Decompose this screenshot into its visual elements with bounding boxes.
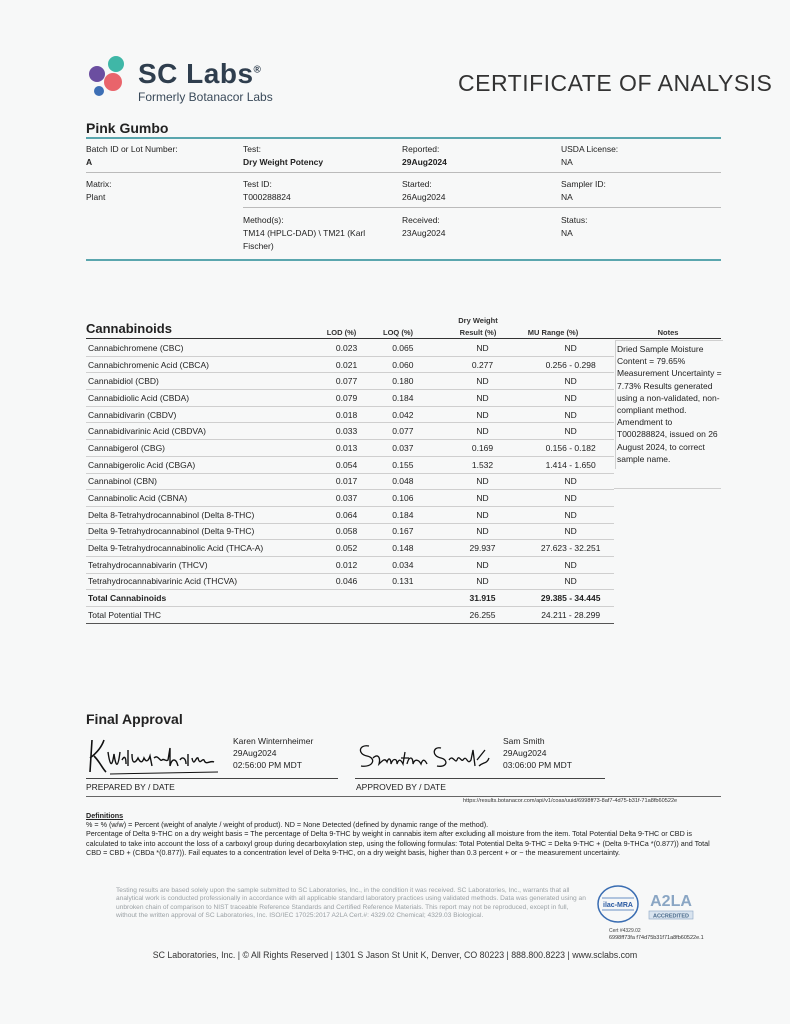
col-header-dry-weight: Dry Weight (458, 316, 498, 325)
approved-by-label: APPROVED BY / DATE (356, 782, 446, 792)
col-header-loq: LOQ (%) (383, 328, 413, 337)
table-row: Cannabinolic Acid (CBNA) 0.037 0.106 ND ND (86, 490, 614, 507)
table-row: Delta 9-Tetrahydrocannabinolic Acid (THCA-A) 0.052 0.148 29.937 27.623 - 32.251 (86, 540, 614, 557)
table-row: Cannabidiol (CBD) 0.077 0.180 ND ND (86, 373, 614, 390)
signature-prepared (86, 732, 226, 778)
divider (86, 338, 721, 339)
signature-approved (355, 738, 495, 774)
table-row: Tetrahydrocannabivarin (THCV) 0.012 0.034 ND ND (86, 556, 614, 573)
document-hash: 6998ff73fa f74d75b31f71a8fb60522e.1 (609, 935, 704, 941)
received-field: Received: 23Aug2024 (402, 215, 446, 238)
disclaimer-text: Testing results are based solely upon the sample submitted to SC Laboratories, Inc., in the condition it was received. SC Laboratories, Inc., warrants that all analytical work is conducted professionally in accordance with all applicable standard laboratory practices using validated methods. Data was generated using an unbroken chain of comparison to NIST traceable Reference Standards and Certified Reference Materials. This report may not be reproduced, except in full, without the written approval of SC Laboratories, Inc. ISO/IEC 17025:2017 A2LA Cert.#: 4329.02 Chemical; 4329.03 Biological. (116, 887, 586, 920)
col-header-mu-range: MU Range (%) (527, 328, 579, 337)
brand-subtitle: Formerly Botanacor Labs (138, 90, 273, 104)
divider (243, 207, 721, 208)
divider (86, 172, 721, 173)
table-row: Cannabidiolic Acid (CBDA) 0.079 0.184 ND ND (86, 390, 614, 407)
table-row: Tetrahydrocannabivarinic Acid (THCVA) 0.046 0.131 ND ND (86, 573, 614, 590)
verification-url[interactable]: https://results.botanacor.com/api/v1/coas/uuid/6998ff73-8af7-4d75-b31f-71a8fb60522e (463, 798, 678, 804)
sc-labs-logo-icon (86, 54, 132, 100)
sampler-field: Sampler ID: NA (561, 179, 606, 202)
accredited-text: ACCREDITED (652, 913, 690, 920)
table-row: Cannabidivarinic Acid (CBDVA) 0.033 0.077 ND ND (86, 423, 614, 440)
divider (86, 796, 721, 797)
test-field: Test: Dry Weight Potency (243, 144, 324, 167)
ilac-text: ilac-MRA (603, 902, 633, 909)
table-row: Delta 9-Tetrahydrocannabinol (Delta 9-THC) 0.058 0.167 ND ND (86, 523, 614, 540)
definitions-block: Definitions % = % (w/w) = Percent (weight of analyte / weight of product). ND = None Detected (defined by dynamic range of the method). Percentage of Delta 9-THC on a dry weight basis = The percentage of Delta 9-THC by weight in cannabis item after excluding all moisture from the item. Total Potential Delta 9-THC or CBD is calculated to take into account the loss of a carboxyl group during decarboxylation step, using the following formulas: Total Potential Delta 9-THC = Delta 9-THC + (Delta 9-THCa *(0.877)) and Total CBD = CBD + (CBDa *(0.877)). Fail equates to a concentration level of Delta 9-THC, on a dry weight basis, higher than 0.3 percent + or − the measurement uncertainty. (86, 811, 710, 857)
divider (86, 259, 721, 261)
started-field: Started: 26Aug2024 (402, 179, 446, 202)
table-row: Cannabigerol (CBG) 0.013 0.037 0.169 0.156 - 0.182 (86, 440, 614, 457)
status-field: Status: NA (561, 215, 588, 238)
approver-block: Sam Smith 29Aug2024 03:06:00 PM MDT (503, 736, 572, 770)
ilac-mra-badge-icon (596, 884, 640, 924)
table-row: Cannabichromene (CBC) 0.023 0.065 ND ND (86, 340, 614, 356)
divider (86, 778, 338, 779)
prepared-by-label: PREPARED BY / DATE (86, 782, 175, 792)
product-name: Pink Gumbo (86, 120, 169, 136)
brand-name: SC Labs® (138, 58, 262, 89)
test-id-field: Test ID: T000288824 (243, 179, 291, 202)
page-footer: SC Laboratories, Inc. | © All Rights Reserved | 1301 S Jason St Unit K, Denver, CO 80223 | 888.800.8223 | www.sclabs.com (152, 950, 638, 960)
table-row: Delta 8-Tetrahydrocannabinol (Delta 8-THC) 0.064 0.184 ND ND (86, 506, 614, 523)
table-row: Cannabichromenic Acid (CBCA) 0.021 0.060 0.277 0.256 - 0.298 (86, 356, 614, 373)
cert-number: Cert #4329.02 (609, 928, 641, 934)
col-header-notes: Notes (657, 328, 679, 337)
total-thc-row: Total Potential THC 26.255 24.211 - 28.299 (86, 607, 614, 624)
table-row: Cannabidivarin (CBDV) 0.018 0.042 ND ND (86, 406, 614, 423)
cannabinoids-table (86, 340, 614, 624)
usda-field: USDA License: NA (561, 144, 619, 167)
table-row: Cannabigerolic Acid (CBGA) 0.054 0.155 1.532 1.414 - 1.650 (86, 456, 614, 473)
divider (86, 137, 721, 139)
document-title: CERTIFICATE OF ANALYSIS (458, 70, 773, 96)
final-approval-title: Final Approval (86, 711, 183, 727)
table-row: Cannabinol (CBN) 0.017 0.048 ND ND (86, 473, 614, 490)
a2la-accredited-badge-icon (645, 886, 697, 922)
col-header-result: Result (%) (459, 328, 497, 337)
total-cannabinoids-row: Total Cannabinoids 31.915 29.385 - 34.445 (86, 590, 614, 607)
matrix-field: Matrix: Plant (86, 179, 112, 202)
col-header-lod: LOD (%) (326, 328, 357, 337)
a2la-text: A2LA (650, 893, 692, 910)
divider (355, 778, 605, 779)
preparer-block: Karen Winternheimer 29Aug2024 02:56:00 PM MDT (233, 736, 314, 770)
section-title-cannabinoids: Cannabinoids (86, 321, 172, 336)
method-field: Method(s): TM14 (HPLC-DAD) \ TM21 (Karl Fischer) (243, 215, 366, 251)
notes-text: Dried Sample Moisture Content = 79.65% Measurement Uncertainty = 7.73% Results generated using a non-validated, non-compliant method. Amendment to T000288824, issued on 26 August 2024, to correct sample name. (615, 340, 723, 469)
batch-field: Batch ID or Lot Number: A (86, 144, 178, 167)
reported-field: Reported: 29Aug2024 (402, 144, 447, 167)
